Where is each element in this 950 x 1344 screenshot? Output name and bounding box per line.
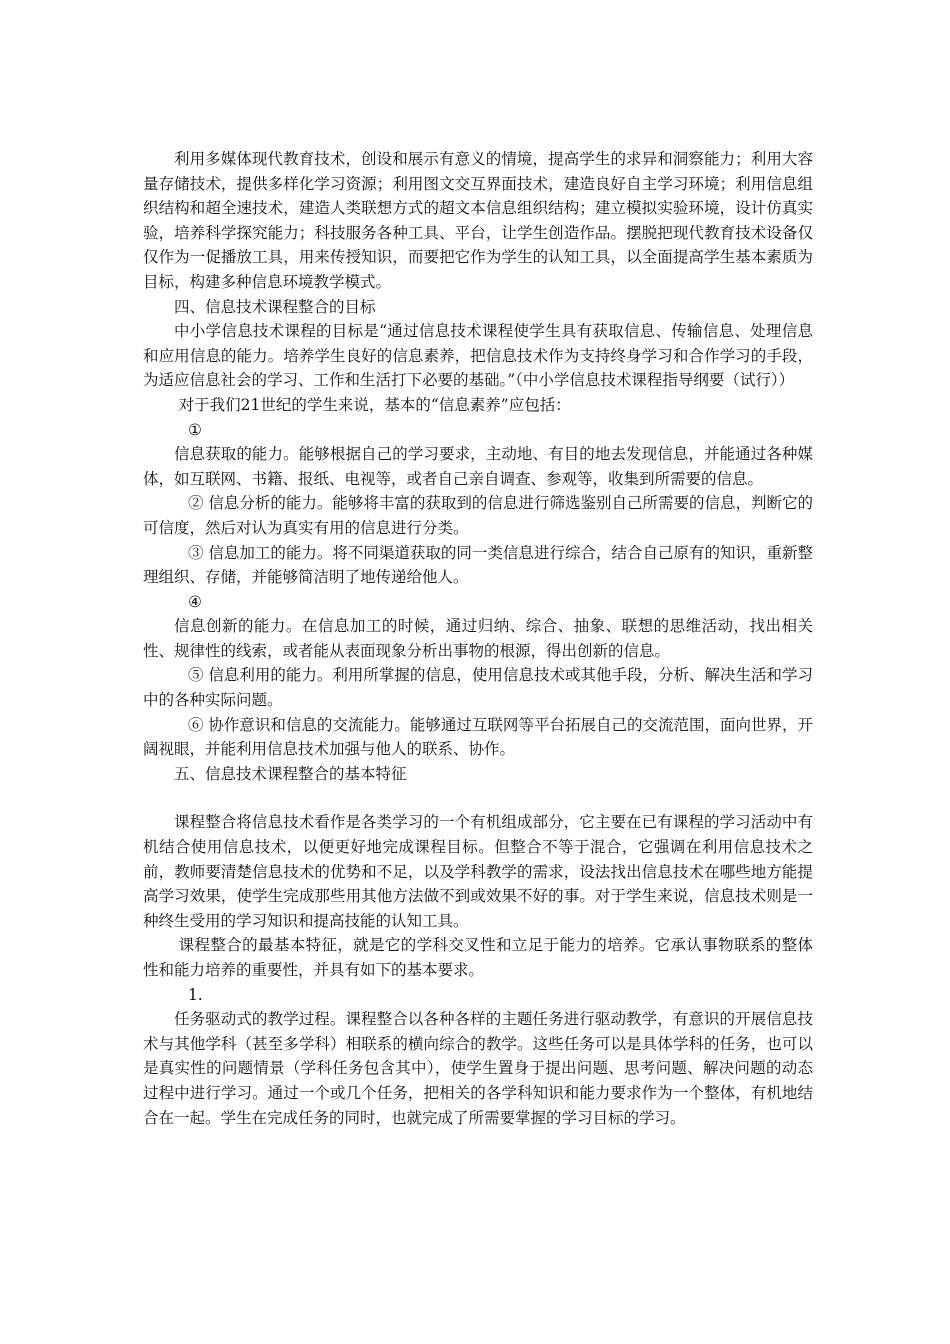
list-marker-number-1: 1. — [187, 985, 203, 1004]
section-heading-5: 五、信息技术课程整合的基本特征 — [174, 764, 407, 783]
document-body — [143, 147, 813, 1130]
paragraph-integration: 课程整合将信息技术看作是各类学习的一个有机组成部分，它主要在已有课程的学习活动中有机结合使用信息技术，以便更好地完成课程目标。但整合不等于混合，它强调在利用信息技术之前，教师要清楚信息技术的优势和不足，以及学科教学的需求，设法找出信息技术在哪些地方能提高学习效果，使学生完成那些用其他方法做不到或效果不好的事。对于学生来说，信息技术则是一种终生受用的学习知识和提高技能的认知工具。 — [143, 813, 813, 930]
blank-line — [143, 786, 813, 810]
paragraph-info-collab: ⑥ 协作意识和信息的交流能力。能够通过互联网等平台拓展自己的交流范围，面向世界，开阔视眼，并能利用信息技术加强与他人的联系、协作。 — [143, 715, 813, 759]
paragraph-course-goal: 中小学信息技术课程的目标是“通过信息技术课程使学生具有获取信息、传输信息、处理信息和应用信息的能力。培养学生良好的信息素养，把信息技术作为支持终身学习和合作学习的手段，为适应信息社会的学习、工作和生活打下必要的基础。”（中小学信息技术课程指导纲要（试行）） — [143, 322, 813, 390]
section-heading-4: 四、信息技术课程整合的目标 — [174, 297, 376, 316]
paragraph-info-innovate: 信息创新的能力。在信息加工的时候，通过归纳、综合、抽象、联想的思维活动，找出相关性、规律性的线索，或者能从表面现象分析出事物的根源，得出创新的信息。 — [143, 617, 813, 660]
paragraph-info-analyze: ② 信息分析的能力。能够将丰富的获取到的信息进行筛选鉴别自己所需要的信息，判断它的可信度，然后对认为真实有用的信息进行分类。 — [143, 494, 813, 537]
list-marker-1: ① — [187, 420, 202, 439]
paragraph-info-process: ③ 信息加工的能力。将不同渠道获取的同一类信息进行综合，结合自己原有的知识，重新整理组织、存储，并能够简洁明了地传递给他人。 — [143, 543, 813, 587]
paragraph-info-acquire: 信息获取的能力。能够根据自己的学习要求，主动地、有目的地去发现信息，并能通过各种媒体，如互联网、书籍、报纸、电视等，或者自己亲自调查、参观等，收集到所需要的信息。 — [143, 445, 813, 488]
paragraph-info-use: ⑤ 信息利用的能力。利用所掌握的信息，使用信息技术或其他手段，分析、解决生活和学习中的各种实际问题。 — [143, 666, 813, 710]
paragraph-task-driven: 任务驱动式的教学过程。课程整合以各种各样的主题任务进行驱动教学，有意识的开展信息技术与其他学科（甚至多学科）相联系的横向综合的教学。这些任务可以是具体学科的任务，也可以是真实性的问题情景（学科任务包含其中），使学生置身于提出问题、思考问题、解决问题的动态过程中进行学习。通过一个或几个任务，把相关的各学科知识和能力要求作为一个整体，有机地结合在一起。学生在完成任务的同时，也就完成了所需要掌握的学习目标的学习。 — [143, 1010, 813, 1127]
list-marker-4: ④ — [187, 592, 202, 611]
paragraph-basic-feature: 课程整合的最基本特征，就是它的学科交叉性和立足于能力的培养。它承认事物联系的整体性和能力培养的重要性，并具有如下的基本要求。 — [143, 936, 813, 979]
paragraph-literacy-intro: 对于我们21世纪的学生来说，基本的“信息素养”应包括： — [178, 395, 571, 414]
paragraph-teaching-technology: 利用多媒体现代教育技术，创设和展示有意义的情境，提高学生的求异和洞察能力；利用大容量存储技术，提供多样化学习资源；利用图文交互界面技术，建造良好自主学习环境；利用信息组织结构和超全速技术，建造人类联想方式的超文本信息组织结构；建立模拟实验环境，设计仿真实验，培养科学探究能力；科技服务各种工具、平台，让学生创造作品。摆脱把现代教育技术设备仅仅作为一促播放工具，用来传授知识，而要把它作为学生的认知工具，以全面提高学生基本素质为目标，构建多种信息环境教学模式。 — [143, 150, 813, 291]
